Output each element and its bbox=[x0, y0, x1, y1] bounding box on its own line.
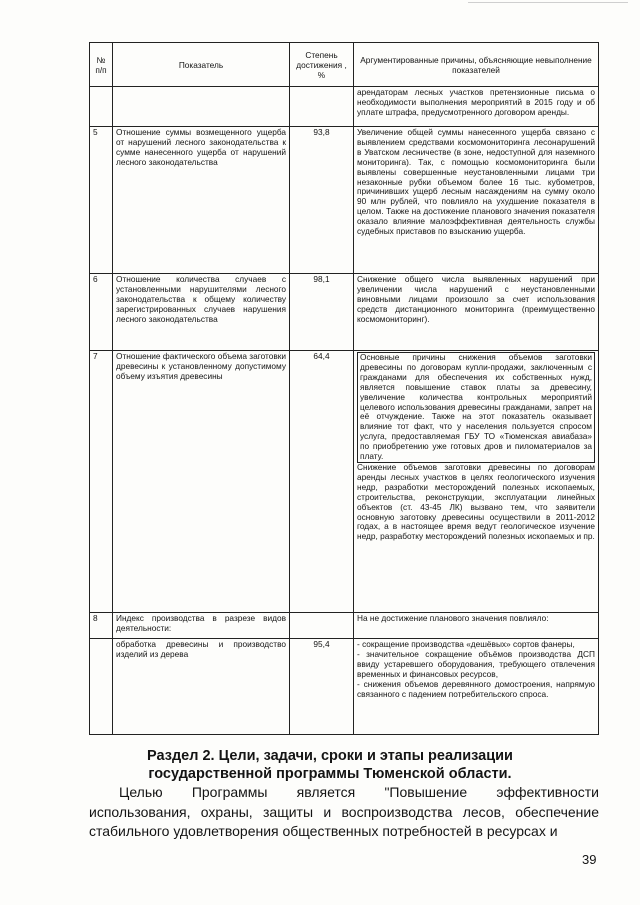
reason-paragraph: Снижение объемов заготовки древесины по договорам аренды лесных участков в целях геологического изучения недр, разработки месторождений полезных ископаемых, строительства, реконструкции, эксплуатации линейных объектов (ст. 43-45 ЛК) вызвано тем, что заявители основную заготовку древесины осуществили в 2011-2012 годах, а в настоящее время ведут геологическое изучение недр, разработку месторождений полезных ископаемых и пр. bbox=[357, 461, 595, 542]
indicators-table bbox=[89, 42, 599, 735]
table-row bbox=[90, 639, 599, 735]
cell-indicator: Отношение фактического объема заготовки древесины к установленному допустимому объему изъятия древесины bbox=[113, 351, 290, 613]
cell-reason-continuation: арендаторам лесных участков претензионные письма о необходимости выполнения мероприятий в 2015 году и об уплате штрафа, предусмотренного договором аренды. bbox=[354, 87, 599, 127]
cell-reason bbox=[354, 639, 599, 735]
reason-paragraph: Основные причины снижения объемов заготовки древесины по договорам купли-продажи, заключенным с гражданами для обеспечения их собственных нужд, является повышение ставок платы за древесину, увеличение количества контрольных мероприятий целевого использования древесины гражданами, запрет на её отчуждение. Также на этот показатель оказывает влияние тот факт, что у населения пользуется спросом услуга, предоставляемая ГБУ ТО «Тюменская авиабаза» по приобретению уже готовых дров и пиломатериалов за плату. bbox=[357, 352, 595, 463]
cell-num: 7 bbox=[90, 351, 113, 613]
cell-empty bbox=[113, 87, 290, 127]
body-text bbox=[89, 783, 599, 842]
header-degree: Степень достижения , % bbox=[290, 43, 354, 87]
cell-reason: На не достижение планового значения повлияло: bbox=[354, 613, 599, 639]
cell-reason: Снижение общего числа выявленных нарушений при увеличении числа нарушений с неустановленными виновными лицами произошло за счет использования средств дистанционного мониторинга (преимущественно космомониторинг). bbox=[354, 274, 599, 351]
page-number: 39 bbox=[582, 852, 597, 867]
cell-indicator: Отношение количества случаев с установленными нарушителями лесного законодательства к общему количеству зарегистрированных случаев нарушения лесного законодательства bbox=[113, 274, 290, 351]
cell-reason: Увеличение общей суммы нанесенного ущерба связано с выявлением средствами космомониторинга лесонарушений в Уватском лесничестве (в зоне, недоступной для наземного мониторинга). Так, с помощью космомониторинга были выявлены совершенные неустановленными лицами три незаконные рубки объемом более 16 тыс. кубометров, причинивших ущерб лесным насаждениям на сумму около 90 млн рублей, что повлияло на ухудшение показателя в целом. Также на достижение планового значения показателя оказало влияние малоэффективная деятельность службы судебных приставов по взысканию ущерба. bbox=[354, 127, 599, 274]
cell-reason bbox=[354, 351, 599, 613]
header-indicator: Показатель bbox=[113, 43, 290, 87]
body-paragraph: Целью Программы является "Повышение эффективности использования, охраны, защиты и воспроизводства лесов, обеспечение стабильного удовлетворения общественных потребностей в ресурсах и bbox=[89, 784, 599, 839]
cell-num: 8 bbox=[90, 613, 113, 639]
reason-paragraph: - снижения объемов деревянного домостроения, напрямую связанного с падением потребительского спроса. bbox=[357, 678, 595, 699]
header-reasons: Аргументированные причины, объясняющие невыполнение показателей bbox=[354, 43, 599, 87]
reason-paragraph: - значительное сокращение объёмов производства ДСП ввиду устаревшего оборудования, требующего отвлечения временных и финансовых ресурсов, bbox=[357, 648, 595, 679]
top-edge-line bbox=[468, 2, 628, 3]
table-header-row bbox=[90, 43, 599, 87]
cell-empty bbox=[90, 87, 113, 127]
cell-indicator: обработка древесины и производство изделий из дерева bbox=[113, 639, 290, 735]
section-heading-line: государственной программы Тюменской области. bbox=[148, 766, 512, 782]
cell-degree: 93,8 bbox=[290, 127, 354, 274]
cell-degree: 64,4 bbox=[290, 351, 354, 613]
cell-empty bbox=[290, 87, 354, 127]
header-num: № п/п bbox=[90, 43, 113, 87]
cell-indicator: Отношение суммы возмещенного ущерба от нарушений лесного законодательства к сумме нанесенного ущерба от нарушений лесного законодательства bbox=[113, 127, 290, 274]
table-row-continuation bbox=[90, 87, 599, 127]
cell-degree: 95,4 bbox=[290, 639, 354, 735]
cell-num: 5 bbox=[90, 127, 113, 274]
cell-degree bbox=[290, 613, 354, 639]
table-row bbox=[90, 613, 599, 639]
reason-paragraph: - сокращение производства «дешёвых» сортов фанеры, bbox=[357, 639, 575, 649]
section-heading-line: Раздел 2. Цели, задачи, сроки и этапы реализации bbox=[147, 748, 513, 764]
cell-indicator: Индекс производства в разрезе видов деятельности: bbox=[113, 613, 290, 639]
cell-num bbox=[90, 639, 113, 735]
section-heading bbox=[90, 747, 570, 783]
cell-num: 6 bbox=[90, 274, 113, 351]
table-row bbox=[90, 127, 599, 274]
table-row bbox=[90, 274, 599, 351]
cell-degree: 98,1 bbox=[290, 274, 354, 351]
table-row bbox=[90, 351, 599, 613]
